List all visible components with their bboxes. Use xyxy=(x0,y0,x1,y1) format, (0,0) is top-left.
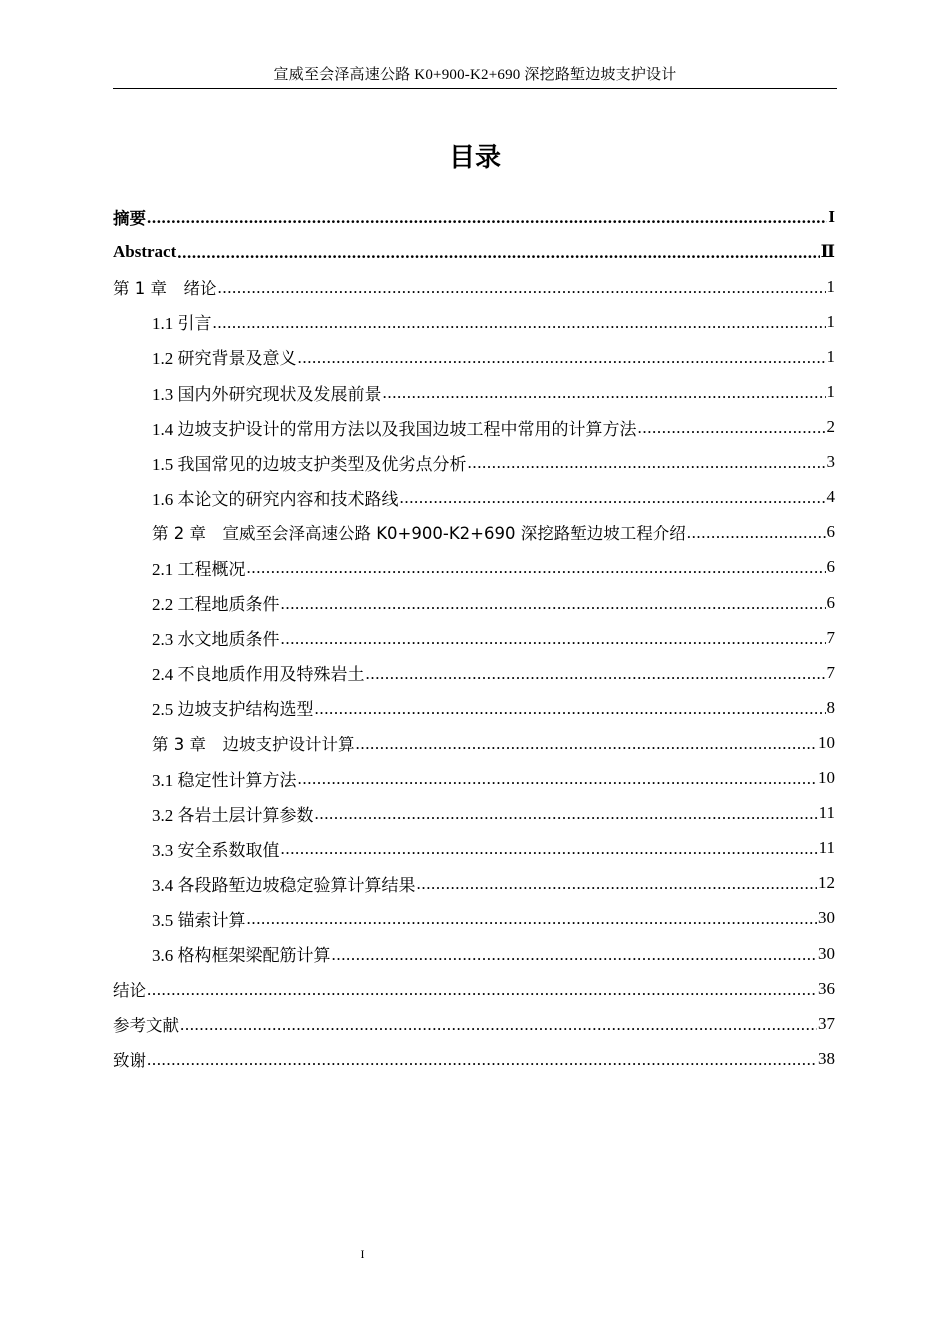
header-rule xyxy=(113,88,837,89)
toc-dot-leader xyxy=(213,313,826,333)
toc-entry-page: 1 xyxy=(826,276,835,296)
toc-entry-label: 3.4 各段路堑边坡稳定验算计算结果 xyxy=(152,875,416,895)
toc-entry-1-5[interactable] xyxy=(113,445,835,480)
toc-entry-3-1[interactable] xyxy=(113,761,835,796)
toc-entry-label: 1.2 研究背景及意义 xyxy=(152,349,297,369)
toc-entry-page: 30 xyxy=(818,943,835,963)
toc-entry-chapter-3[interactable] xyxy=(113,725,835,760)
toc-entry-3-5[interactable] xyxy=(113,901,835,936)
toc-entry-label: 1.4 边坡支护设计的常用方法以及我国边坡工程中常用的计算方法 xyxy=(152,419,637,439)
toc-dot-leader xyxy=(281,594,826,614)
toc-dot-leader xyxy=(366,664,826,684)
toc-entry-label: 第 2 章 宣威至会泽高速公路 K0+900-K2+690 深挖路堑边坡工程介绍 xyxy=(152,524,686,544)
toc-entry-label: 1.5 我国常见的边坡支护类型及优劣点分析 xyxy=(152,454,467,474)
toc-entry-label: 1.1 引言 xyxy=(152,314,212,334)
toc-entry-page: 38 xyxy=(818,1048,835,1068)
toc-entry-3-2[interactable] xyxy=(113,796,835,831)
toc-entry-label: 第 3 章 边坡支护设计计算 xyxy=(152,734,355,754)
toc-entry-page: 7 xyxy=(826,627,835,647)
toc-entry-page: 1 xyxy=(826,311,835,331)
toc-entry-label: 3.1 稳定性计算方法 xyxy=(152,770,297,790)
toc-entry-label: 参考文献 xyxy=(113,1015,179,1035)
toc-entry-1-1[interactable] xyxy=(113,304,835,339)
toc-dot-leader xyxy=(356,734,818,754)
toc-entry-abstract-cn[interactable] xyxy=(113,199,835,234)
toc-dot-leader xyxy=(638,418,826,438)
toc-entry-chapter-1[interactable] xyxy=(113,269,835,304)
toc-dot-leader xyxy=(298,348,826,368)
toc-entry-label: 2.4 不良地质作用及特殊岩土 xyxy=(152,665,365,685)
toc-dot-leader xyxy=(147,980,817,1000)
toc-entry-page: 6 xyxy=(826,557,835,577)
toc-entry-label: 2.1 工程概况 xyxy=(152,559,246,579)
toc-entry-page: 11 xyxy=(818,803,835,823)
toc-entry-label: 3.3 安全系数取值 xyxy=(152,840,280,860)
toc-entry-2-1[interactable] xyxy=(113,550,835,585)
toc-entry-label: 1.6 本论文的研究内容和技术路线 xyxy=(152,489,399,509)
toc-entry-label: Abstract xyxy=(113,241,177,261)
toc-entry-label: 3.5 锚索计算 xyxy=(152,910,246,930)
toc-entry-page: Ⅱ xyxy=(820,241,835,261)
toc-dot-leader xyxy=(281,839,818,859)
toc-entry-acknowledgements[interactable] xyxy=(113,1041,835,1076)
toc-entry-1-4[interactable] xyxy=(113,410,835,445)
toc-entry-abstract-en[interactable] xyxy=(113,234,835,269)
toc-entry-label: 2.2 工程地质条件 xyxy=(152,595,280,615)
toc-entry-page: 37 xyxy=(818,1013,835,1033)
toc-entry-page: 30 xyxy=(818,908,835,928)
toc-dot-leader xyxy=(687,523,826,543)
toc-entry-label: 3.2 各岩土层计算参数 xyxy=(152,805,314,825)
toc-entry-page: 1 xyxy=(826,382,835,402)
toc-entry-2-4[interactable] xyxy=(113,655,835,690)
toc-entry-page: I xyxy=(828,206,835,226)
toc-entry-page: 7 xyxy=(826,662,835,682)
page-number: I xyxy=(360,1247,365,1261)
toc-dot-leader xyxy=(247,909,818,929)
toc-entry-references[interactable] xyxy=(113,1006,835,1041)
toc-entry-page: 36 xyxy=(818,978,835,998)
toc-dot-leader xyxy=(281,629,826,649)
toc-entry-label: 1.3 国内外研究现状及发展前景 xyxy=(152,384,382,404)
toc-entry-2-2[interactable] xyxy=(113,585,835,620)
toc-entry-2-5[interactable] xyxy=(113,690,835,725)
running-header: 宣威至会泽高速公路 K0+900-K2+690 深挖路堑边坡支护设计 xyxy=(273,67,677,83)
toc-entry-page: 4 xyxy=(826,487,835,507)
toc-entry-label: 第 1 章 绪论 xyxy=(113,278,217,298)
toc-dot-leader xyxy=(315,699,826,719)
toc-entry-chapter-2[interactable] xyxy=(113,515,835,550)
toc-entry-3-3[interactable] xyxy=(113,831,835,866)
toc-entry-page: 1 xyxy=(826,346,835,366)
toc-entry-1-6[interactable] xyxy=(113,480,835,515)
toc-dot-leader xyxy=(298,769,818,789)
toc-dot-leader xyxy=(147,208,827,228)
toc-dot-leader xyxy=(247,558,826,578)
toc-entry-2-3[interactable] xyxy=(113,620,835,655)
toc-dot-leader xyxy=(177,243,819,263)
toc-entry-label: 结论 xyxy=(113,980,146,1000)
toc-entry-label: 致谢 xyxy=(113,1050,146,1070)
toc-dot-leader xyxy=(332,945,818,965)
toc-entry-page: 11 xyxy=(818,838,835,858)
toc-entry-1-2[interactable] xyxy=(113,339,835,374)
toc-entry-1-3[interactable] xyxy=(113,374,835,409)
toc-entry-page: 3 xyxy=(826,452,835,472)
table-of-contents xyxy=(113,199,835,1076)
toc-entry-page: 8 xyxy=(826,697,835,717)
toc-entry-conclusion[interactable] xyxy=(113,971,835,1006)
toc-dot-leader xyxy=(147,1050,817,1070)
toc-entry-page: 6 xyxy=(826,522,835,542)
toc-entry-label: 2.3 水文地质条件 xyxy=(152,630,280,650)
toc-entry-label: 2.5 边坡支护结构选型 xyxy=(152,700,314,720)
toc-entry-label: 摘要 xyxy=(113,208,146,228)
toc-dot-leader xyxy=(400,488,826,508)
toc-entry-page: 6 xyxy=(826,592,835,612)
toc-entry-page: 10 xyxy=(818,732,835,752)
toc-entry-3-6[interactable] xyxy=(113,936,835,971)
toc-dot-leader xyxy=(180,1015,817,1035)
toc-entry-page: 10 xyxy=(818,768,835,788)
toc-entry-label: 3.6 格构框架梁配筋计算 xyxy=(152,946,331,966)
toc-entry-page: 12 xyxy=(818,873,835,893)
toc-entry-3-4[interactable] xyxy=(113,866,835,901)
toc-title: 目录 xyxy=(448,143,501,173)
toc-dot-leader xyxy=(315,804,818,824)
toc-dot-leader xyxy=(417,874,818,894)
toc-dot-leader xyxy=(383,383,826,403)
toc-dot-leader xyxy=(468,453,826,473)
toc-dot-leader xyxy=(218,278,826,298)
toc-entry-page: 2 xyxy=(826,417,835,437)
